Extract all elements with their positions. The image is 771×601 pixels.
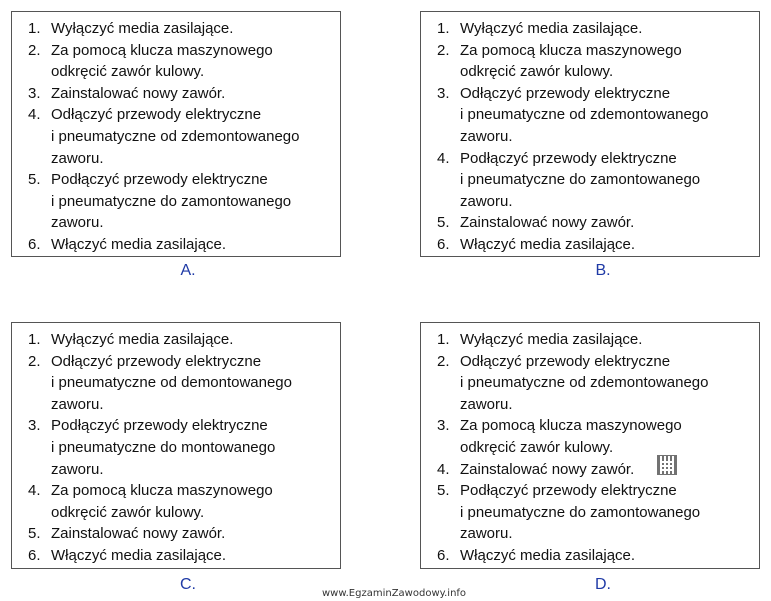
- option-b-label[interactable]: B.: [595, 262, 611, 279]
- step-item: [421, 415, 759, 458]
- option-b-steps: [421, 12, 759, 256]
- step-text-line: i pneumatyczne do zamontowanego: [460, 171, 701, 189]
- step-number: 6.: [28, 546, 41, 564]
- step-number: 3.: [28, 84, 41, 102]
- step-text-line: Odłączyć przewody elektryczne: [460, 84, 671, 102]
- step-number: 2.: [28, 41, 41, 59]
- step-number: 2.: [28, 352, 41, 370]
- step-item: [421, 18, 759, 40]
- step-item: [12, 104, 340, 169]
- step-item: [421, 351, 759, 416]
- step-item: [421, 480, 759, 545]
- step-text-line: Za pomocą klucza maszynowego: [460, 417, 682, 435]
- step-item: [421, 83, 759, 148]
- step-item: [12, 83, 340, 105]
- step-text-line: Zainstalować nowy zawór.: [460, 214, 635, 232]
- step-number: 1.: [437, 331, 450, 348]
- option-a-label[interactable]: A.: [180, 262, 196, 279]
- step-number: 2.: [437, 352, 450, 370]
- option-a-box: [11, 11, 341, 257]
- step-text-line: zaworu.: [51, 460, 104, 478]
- step-number: 6.: [437, 546, 450, 564]
- step-number: 4.: [28, 482, 41, 500]
- qr-code-icon: [657, 455, 677, 475]
- step-text-line: Włączyć media zasilające.: [460, 546, 636, 564]
- option-c-steps: [12, 323, 340, 567]
- step-number: 3.: [437, 417, 450, 435]
- step-item: [12, 18, 340, 40]
- step-number: 4.: [437, 460, 450, 478]
- step-text-line: Podłączyć przewody elektryczne: [460, 149, 677, 167]
- step-number: 3.: [28, 417, 41, 435]
- step-item: [12, 234, 340, 256]
- step-text-line: Podłączyć przewody elektryczne: [51, 417, 268, 435]
- step-item: [421, 212, 759, 234]
- step-item: [12, 40, 340, 83]
- step-number: 4.: [28, 106, 41, 124]
- step-item: [421, 148, 759, 213]
- step-text-line: Włączyć media zasilające.: [51, 546, 227, 564]
- step-number: 5.: [28, 171, 41, 189]
- step-number: 6.: [28, 235, 41, 253]
- step-text-line: Zainstalować nowy zawór.: [51, 525, 226, 543]
- step-text-line: Podłączyć przewody elektryczne: [51, 171, 268, 189]
- step-text-line: Zainstalować nowy zawór.: [460, 460, 635, 478]
- step-text-line: zaworu.: [51, 395, 104, 413]
- step-text-line: i pneumatyczne do montowanego: [51, 438, 276, 456]
- step-item: [12, 545, 340, 567]
- step-text-line: zaworu.: [460, 127, 513, 145]
- step-text-line: zaworu.: [460, 192, 513, 210]
- step-number: 5.: [437, 214, 450, 232]
- step-item: [421, 329, 759, 351]
- step-number: 6.: [437, 235, 450, 253]
- step-item: [12, 523, 340, 545]
- step-text-line: zaworu.: [460, 525, 513, 543]
- step-item: [421, 545, 759, 567]
- site-watermark: www.EgzaminZawodowy.info: [322, 588, 467, 599]
- step-number: 5.: [437, 482, 450, 500]
- step-item: [421, 40, 759, 83]
- step-text-line: Włączyć media zasilające.: [460, 235, 636, 253]
- step-text-line: Wyłączyć media zasilające.: [460, 20, 643, 37]
- step-text-line: i pneumatyczne od zdemontowanego: [460, 106, 709, 124]
- step-text-line: Odłączyć przewody elektryczne: [460, 352, 671, 370]
- option-c-label[interactable]: C.: [180, 576, 196, 593]
- step-text-line: Za pomocą klucza maszynowego: [51, 482, 273, 500]
- step-item: [12, 329, 340, 351]
- step-text-line: i pneumatyczne od zdemontowanego: [51, 127, 300, 145]
- option-a-steps: [12, 12, 340, 256]
- step-text-line: i pneumatyczne do zamontowanego: [460, 503, 701, 521]
- step-number: 1.: [28, 331, 41, 348]
- step-number: 4.: [437, 149, 450, 167]
- step-text-line: zaworu.: [51, 149, 104, 167]
- step-text-line: i pneumatyczne do zamontowanego: [51, 192, 292, 210]
- option-b-box: [420, 11, 760, 257]
- step-number: 5.: [28, 525, 41, 543]
- step-text-line: Za pomocą klucza maszynowego: [51, 41, 273, 59]
- step-text-line: Wyłączyć media zasilające.: [51, 331, 234, 348]
- step-text-line: Podłączyć przewody elektryczne: [460, 482, 677, 500]
- option-d-label[interactable]: D.: [595, 576, 611, 593]
- step-text-line: Wyłączyć media zasilające.: [51, 20, 234, 37]
- step-item: [12, 480, 340, 523]
- step-text-line: zaworu.: [51, 214, 104, 232]
- step-text-line: odkręcić zawór kulowy.: [51, 63, 205, 81]
- step-text-line: zaworu.: [460, 395, 513, 413]
- step-number: 2.: [437, 41, 450, 59]
- step-text-line: i pneumatyczne od demontowanego: [51, 374, 292, 392]
- step-item: [421, 234, 759, 256]
- step-item: [421, 459, 759, 481]
- step-number: 1.: [28, 20, 41, 37]
- step-item: [12, 415, 340, 480]
- step-text-line: odkręcić zawór kulowy.: [51, 503, 205, 521]
- step-item: [12, 351, 340, 416]
- step-number: 1.: [437, 20, 450, 37]
- option-d-steps: [421, 323, 759, 567]
- step-text-line: Zainstalować nowy zawór.: [51, 84, 226, 102]
- step-text-line: Włączyć media zasilające.: [51, 235, 227, 253]
- option-c-box: [11, 322, 341, 569]
- step-text-line: Odłączyć przewody elektryczne: [51, 352, 262, 370]
- option-d-box: [420, 322, 760, 569]
- step-item: [12, 169, 340, 234]
- step-text-line: Za pomocą klucza maszynowego: [460, 41, 682, 59]
- step-text-line: i pneumatyczne od zdemontowanego: [460, 374, 709, 392]
- step-number: 3.: [437, 84, 450, 102]
- step-text-line: Odłączyć przewody elektryczne: [51, 106, 262, 124]
- step-text-line: Wyłączyć media zasilające.: [460, 331, 643, 348]
- step-text-line: odkręcić zawór kulowy.: [460, 63, 614, 81]
- step-text-line: odkręcić zawór kulowy.: [460, 438, 614, 456]
